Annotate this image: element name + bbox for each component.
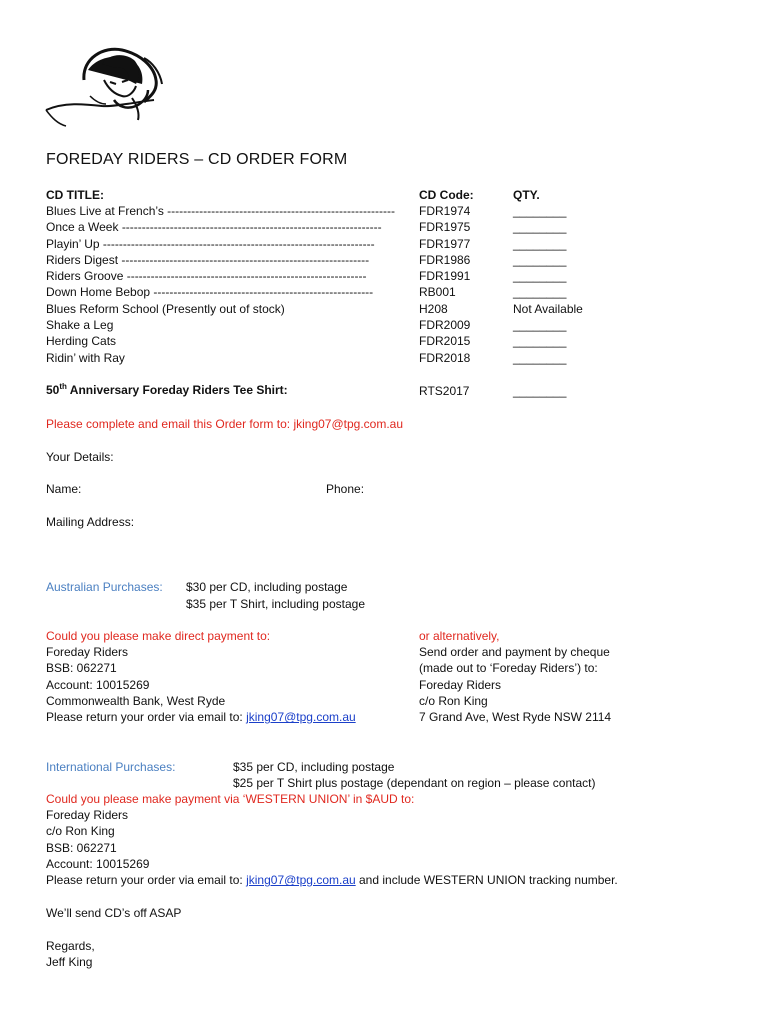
cd-title-row: Once a Week ----------------------------------------------------------------- <box>46 220 382 235</box>
direct-payment-line: Commonwealth Bank, West Ryde <box>46 693 226 708</box>
cd-title-row: Blues Live at French’s --------------------------------------------------------- <box>46 204 395 218</box>
qty-field[interactable]: ________ <box>513 350 567 365</box>
qty-status: Not Available <box>513 301 583 316</box>
qty-field[interactable]: ________ <box>513 204 567 218</box>
regards-text: Regards, <box>46 939 95 953</box>
tee-shirt-qty-field[interactable]: ________ <box>513 384 567 398</box>
cd-code: H208 <box>419 301 448 316</box>
western-union-line: Foreday Riders <box>46 808 129 822</box>
tee-shirt-ordinal: th <box>59 382 67 391</box>
return-order-text: Please return your order via email to: <box>46 873 247 888</box>
email-instruction: Please complete and email this Order form to: jking07@tpg.com.au <box>46 417 404 431</box>
phone-label: Phone: <box>326 482 365 496</box>
qty-field[interactable]: ________ <box>513 285 567 300</box>
cheque-details <box>419 644 611 725</box>
tee-shirt-prefix: 50 <box>46 383 60 397</box>
qty-field[interactable]: ________ <box>513 252 567 267</box>
international-price-cd: $35 per CD, including postage <box>233 760 395 774</box>
cd-code: FDR1991 <box>419 269 471 284</box>
return-order-line <box>46 709 356 725</box>
email-link[interactable]: jking07@tpg.com.au <box>246 873 356 888</box>
column-header-cd-code: CD Code: <box>419 188 474 202</box>
western-union-line: Account: 10015269 <box>46 856 150 871</box>
page-title: FOREDAY RIDERS – CD ORDER FORM <box>46 151 348 168</box>
signature-name: Jeff King <box>46 955 93 969</box>
direct-payment-heading: Could you please make direct payment to: <box>46 629 271 643</box>
foreday-riders-logo-illustration <box>44 40 168 128</box>
name-label: Name: <box>46 482 82 496</box>
qty-field[interactable]: ________ <box>513 318 567 333</box>
international-purchases-label: International Purchases: <box>46 760 176 774</box>
qty-field[interactable]: ________ <box>513 220 567 235</box>
cd-code: FDR2015 <box>419 334 471 349</box>
western-union-line: BSB: 062271 <box>46 840 117 855</box>
cd-code-list <box>419 203 470 366</box>
cd-code: RB001 <box>419 285 456 300</box>
international-price-shirt: $25 per T Shirt plus postage (dependant on region – please contact) <box>233 776 596 790</box>
cd-title-row: Riders Digest -------------------------------------------------------------- <box>46 252 370 267</box>
cd-title-row: Shake a Leg <box>46 318 114 333</box>
cd-code: FDR2009 <box>419 318 471 333</box>
asap-note: We’ll send CD’s off ASAP <box>46 906 182 920</box>
cd-title-row: Down Home Bebop ------------------------------------------------------- <box>46 285 374 300</box>
your-details-heading: Your Details: <box>46 450 114 464</box>
direct-payment-details <box>46 644 356 725</box>
tee-shirt-title <box>46 382 288 398</box>
cheque-line: Send order and payment by cheque <box>419 645 610 659</box>
western-union-line: c/o Ron King <box>46 824 115 839</box>
cd-title-row: Playin’ Up -------------------------------------------------------------------- <box>46 236 375 251</box>
cheque-line: c/o Ron King <box>419 693 488 708</box>
direct-payment-line: Foreday Riders <box>46 645 129 659</box>
alternative-heading: or alternatively, <box>419 629 500 643</box>
direct-payment-line: Account: 10015269 <box>46 677 150 692</box>
qty-field[interactable]: ________ <box>513 269 567 284</box>
qty-field[interactable]: ________ <box>513 334 567 349</box>
cd-title-row: Blues Reform School (Presently out of stock) <box>46 301 285 316</box>
cd-code: FDR1974 <box>419 204 471 218</box>
cd-code: FDR1975 <box>419 220 471 235</box>
tee-shirt-suffix: Anniversary Foreday Riders Tee Shirt: <box>66 383 288 397</box>
cd-code: FDR1977 <box>419 236 471 251</box>
cd-title-row: Riders Groove ------------------------------------------------------------ <box>46 269 367 284</box>
mailing-address-label: Mailing Address: <box>46 515 135 529</box>
cheque-line: Foreday Riders <box>419 677 502 692</box>
cd-code: FDR2018 <box>419 350 471 365</box>
qty-field[interactable]: ________ <box>513 236 567 251</box>
column-header-qty: QTY. <box>513 188 540 202</box>
return-order-text: Please return your order via email to: <box>46 710 247 725</box>
cheque-line: 7 Grand Ave, West Ryde NSW 2114 <box>419 710 612 725</box>
email-link[interactable]: jking07@tpg.com.au <box>246 710 356 725</box>
western-union-details <box>46 807 618 888</box>
cheque-line: (made out to ‘Foreday Riders’) to: <box>419 661 598 676</box>
tracking-note: and include WESTERN UNION tracking number. <box>355 873 618 888</box>
cd-title-row: Herding Cats <box>46 334 117 349</box>
tee-shirt-code: RTS2017 <box>419 384 470 398</box>
australian-price-shirt: $35 per T Shirt, including postage <box>186 597 366 611</box>
cd-code: FDR1986 <box>419 252 471 267</box>
international-return-line <box>46 872 618 888</box>
australian-purchases-label: Australian Purchases: <box>46 580 163 594</box>
western-union-heading: Could you please make payment via ‘WESTERN UNION’ in $AUD to: <box>46 792 415 806</box>
direct-payment-line: BSB: 062271 <box>46 661 117 676</box>
qty-list <box>513 203 583 366</box>
australian-price-cd: $30 per CD, including postage <box>186 580 348 594</box>
column-header-cd-title: CD TITLE: <box>46 188 104 202</box>
cd-title-list <box>46 203 410 366</box>
cd-title-row: Ridin’ with Ray <box>46 350 125 365</box>
